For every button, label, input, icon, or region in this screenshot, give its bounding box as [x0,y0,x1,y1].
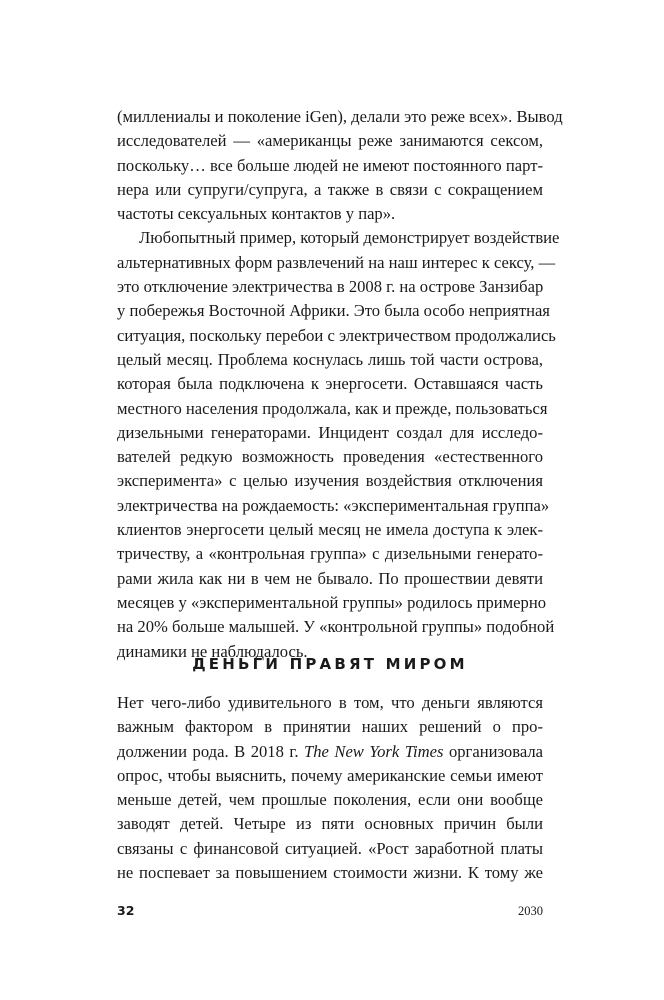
text-line: ситуация, поскольку перебои с электричеством продолжались [117,325,556,345]
text-line: Нет чего-либо удивительного в том, что деньги являются [117,693,543,712]
text-line: связаны с финансовой ситуацией. «Рост заработной платы [117,838,543,858]
text-line: меньше детей, чем прошлые поколения, если они вообще [117,790,543,810]
text-line: клиентов энергосети целый месяц не имела доступа к элек- [117,520,543,540]
text-line: местного населения продолжала, как и прежде, пользоваться [117,398,548,418]
text-line: (миллениалы и поколение iGen), делали это реже всех». Вывод [117,107,563,126]
text-line: не поспевает за повышением стоимости жизни. К тому же [117,863,543,883]
text-line: важным фактором в принятии наших решений о про- [117,717,543,737]
text-line: поскольку… все больше людей не имеют постоянного парт- [117,155,543,175]
text-line-with-italic [117,740,543,764]
book-title: 2030 [518,904,543,918]
text-line: нера или супруги/супруга, а также в связи с сокращением [117,179,543,199]
text-line: динамики не наблюдалось. [117,641,308,661]
text-line: на 20% больше малышей. У «контрольной группы» подобной [117,617,555,637]
text-line: Любопытный пример, который демонстрирует воздействие [139,228,560,248]
text-line: которая была подключена к энергосети. Оставшаяся часть [117,374,543,394]
body-text-top [117,105,563,664]
text-run: организовала [443,741,543,761]
text-line: рами жила как ни в чем не бывало. По прошествии девяти [117,568,543,588]
text-line: опрос, чтобы выяснить, почему американские семьи имеют [117,765,543,785]
text-line: вателей редкую возможность проведения «естественного [117,447,543,467]
page-number: 32 [117,903,135,918]
text-line: альтернативных форм развлечений на наш интерес к сексу, — [117,252,556,272]
text-line: у побережья Восточной Африки. Это была особо неприятная [117,301,550,321]
text-line: электричества на рождаемость: «экспериментальная группа» [117,495,550,515]
text-line: целый месяц. Проблема коснулась лишь той части острова, [117,349,543,369]
text-line: это отключение электричества в 2008 г. на острове Занзибар [117,277,544,297]
text-line: дизельными генераторами. Инцидент создал для исследо- [117,422,543,442]
text-line: месяцев у «экспериментальной группы» родилось примерно [117,592,547,612]
text-line: тричеству, а «контрольная группа» с дизельными генерато- [117,544,543,564]
text-line: частоты сексуальных контактов у пар». [117,204,396,224]
newspaper-title: The New York Times [303,741,444,761]
section-heading: ДЕНЬГИ ПРАВЯТ МИРОМ [192,655,468,673]
text-line: эксперимента» с целью изучения воздействия отключения [117,471,543,491]
text-line: заводят детей. Четыре из пяти основных причин были [117,814,543,834]
text-run: должении рода. В 2018 г. [117,741,304,761]
text-line: исследователей — «американцы реже занимаются сексом, [117,131,543,151]
body-text-bottom [117,691,543,885]
